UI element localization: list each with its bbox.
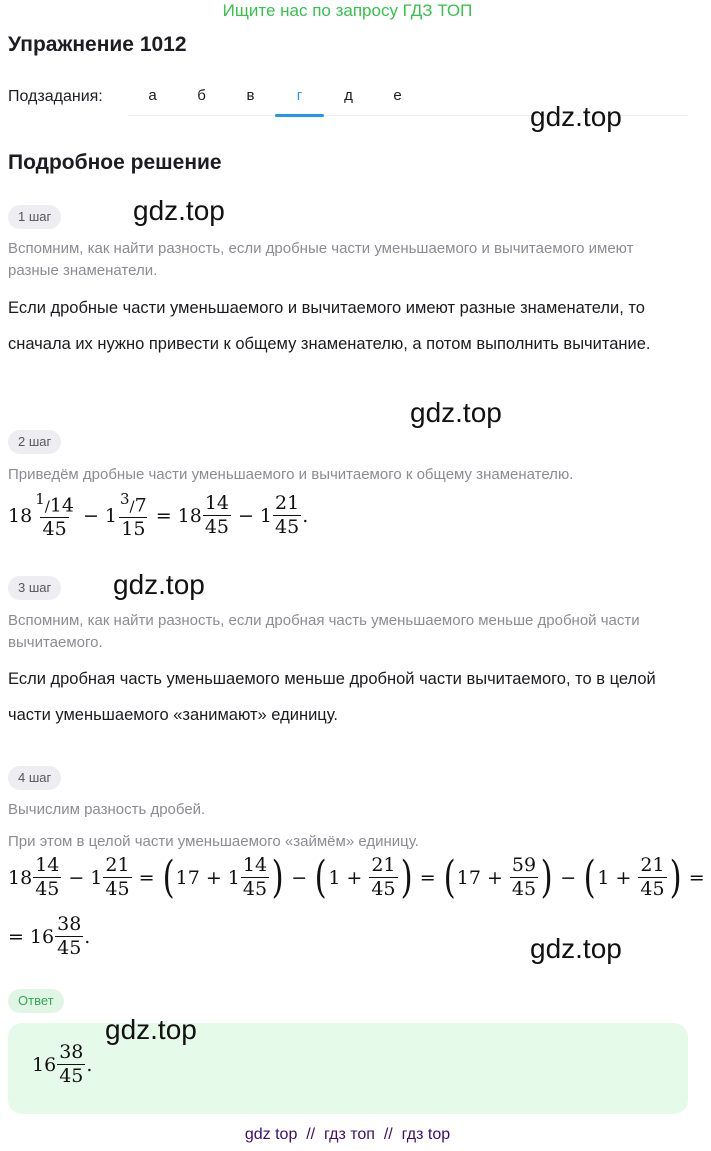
answer-badge: Ответ [8, 989, 64, 1013]
subtask-tab-b[interactable]: б [197, 87, 206, 104]
promo-banner[interactable]: Ищите нас по запросу ГДЗ ТОП [222, 1, 473, 20]
watermark: gdz.top [530, 933, 622, 964]
step-hint-2: При этом в целой части уменьшаемого «займём» единицу. [8, 833, 419, 850]
watermark: gdz.top [410, 397, 502, 428]
footer-link-gdz-top[interactable]: gdz top [244, 1126, 298, 1143]
footer-link-gdz-top-ru[interactable]: гдз топ [324, 1126, 375, 1143]
watermark: gdz.top [133, 195, 225, 226]
watermark: gdz.top [113, 569, 205, 600]
step-hint: Приведём дробные части уменьшаемого и вычитаемого к общему знаменателю. [8, 466, 574, 483]
subtask-tab-g[interactable]: г [275, 76, 324, 116]
step-hint: Вспомним, как найти разность, если дробная часть уменьшаемого меньше дробной части вычитаемого. [8, 612, 640, 651]
step-badge: 3 шаг [8, 576, 61, 600]
page-title: Упражнение 1012 [8, 33, 187, 56]
formula-step-4-line-1: 18 $\frac{14}{45}$ − 1 $\frac{21}{45}$ = ( 17 + 1 $\frac{14}{45}$ ) − ( 1 + $\frac{21}{45}$ ) = ( 17 + $\frac{59}{45}$ ) − ( 1 + $\frac{21}{45}$ ) = [8, 852, 705, 903]
section-title: Подробное решение [8, 151, 222, 174]
formula-step-2: 18 $\frac{^1/14}{45}$ − 1 $\frac{^3/7}{15}$ = 18 $\frac{14}{45}$ − 1 $\frac{21}{45}$ . [8, 490, 309, 541]
step-text: Если дробные части уменьшаемого и вычитаемого имеют разные знаменатели, то сначала их нужно привести к общему знаменателю, а потом выполнить вычитание. [8, 299, 651, 353]
subtask-tab-v[interactable]: в [246, 87, 255, 104]
step-badge: 2 шаг [8, 430, 61, 454]
footer-separator: // [306, 1126, 316, 1143]
subtask-tab-a[interactable]: а [148, 87, 157, 104]
watermark: gdz.top [530, 101, 622, 132]
formula-step-4-line-2: = 16 $\frac{38}{45}$ . [8, 913, 91, 959]
subtask-tab-d[interactable]: д [344, 87, 353, 104]
step-hint: Вспомним, как найти разность, если дробные части уменьшаемого и вычитаемого имеют разные знаменатели. [8, 240, 634, 279]
footer-separator: // [383, 1126, 393, 1143]
footer-links [0, 1126, 695, 1144]
step-badge: 1 шаг [8, 205, 61, 229]
subtasks-label: Подзадания: [8, 88, 103, 105]
subtask-tab-e[interactable]: е [393, 87, 402, 104]
footer-link-gdz-top-mixed[interactable]: гдз top [401, 1126, 451, 1143]
answer-value: 16 $\frac{38}{45}$ . [32, 1041, 93, 1087]
step-text: Если дробная часть уменьшаемого меньше дробной части вычитаемого, то в целой части уменьшаемого «занимают» единицу. [8, 670, 656, 724]
step-badge: 4 шаг [8, 766, 61, 790]
step-hint: Вычислим разность дробей. [8, 801, 206, 818]
watermark: gdz.top [105, 1014, 197, 1045]
